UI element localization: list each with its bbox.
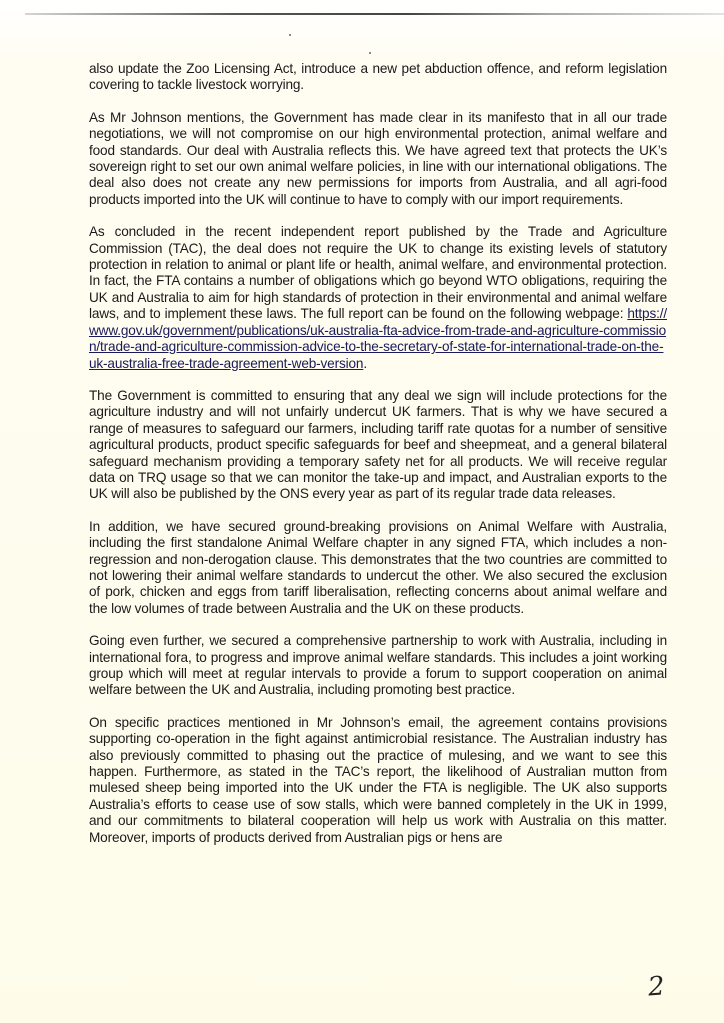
paragraph-specific-practices: On specific practices mentioned in Mr Johnson’s email, the agreement contains provisions supporting co-operation in the fight against antimicrobial resistance. The Australian industry has also previously committed to phasing out the practice of mulesing, and we want to see this happen. Furthermore, as stated in the TAC’s report, the likelihood of Australian mutton from mulesed sheep being imported into the UK under the FTA is negligible. The UK also supports Australia’s efforts to cease use of sow stalls, which were banned completely in the UK in 1999, and our commitments to bilateral cooperation will help us work with Australia on this matter. Moreover, imports of products derived from Australian pigs or hens are — [89, 714, 667, 845]
scan-speck — [289, 34, 291, 36]
handwritten-page-number: 2 — [646, 971, 666, 1003]
tac-report-link[interactable]: https://www.gov.uk/government/publications/uk-australia-fta-advice-from-trade-and-agriculture-commission/trade-and-agriculture-commission-advice-to-the-secretary-of-state-for-international-trade-on-the-uk-australia-free-trade-agreement-web-version — [89, 306, 667, 371]
tac-report-text: As concluded in the recent independent report published by the Trade and Agriculture Commission (TAC), the deal does not require the UK to change its existing levels of statutory protection in relation to animal or plant life or health, animal welfare, and environmental protection. In fact, the FTA contains a number of obligations which go beyond WTO obligations, requiring the UK and Australia to aim for high standards of protection in their environmental and animal welfare laws, and to implement these laws. The full report can be found on the following webpage: — [89, 224, 667, 322]
paragraph-animal-welfare-chapter: In addition, we have secured ground-breaking provisions on Animal Welfare with Australia, including the first standalone Animal Welfare chapter in any signed FTA, which includes a non-regression and non-derogation clause. This demonstrates that the two countries are committed to not lowering their animal welfare standards to undercut the other. We also secured the exclusion of pork, chicken and eggs from tariff liberalisation, reflecting concerns about animal welfare and the low volumes of trade between Australia and the UK on these products. — [89, 518, 667, 616]
paragraph-partnership: Going even further, we secured a comprehensive partnership to work with Australia, including in international fora, to progress and improve animal welfare standards. This includes a joint working group which will meet at regular intervals to provide a forum to support cooperation on animal welfare between the UK and Australia, including promoting best practice. — [89, 633, 667, 698]
letter-body — [89, 61, 667, 862]
paragraph-farmer-protections: The Government is committed to ensuring that any deal we sign will include protections for the agriculture industry and will not unfairly undercut UK farmers. That is why we have secured a range of measures to safeguard our farmers, including tariff rate quotas for a number of sensitive agricultural products, product specific safeguards for beef and sheepmeat, and a general bilateral safeguard mechanism providing a temporary safety net for all products. We will receive regular data on TRQ usage so that we can monitor the take-up and impact, and Australian exports to the UK will also be published by the ONS every year as part of its regular trade data releases. — [89, 387, 667, 502]
paragraph-tac-report — [89, 224, 667, 372]
paragraph-zoo-licensing: also update the Zoo Licensing Act, introduce a new pet abduction offence, and reform legislation covering to tackle livestock worrying. — [89, 61, 667, 93]
scan-edge-rule — [25, 13, 724, 15]
scan-speck — [369, 52, 371, 54]
paragraph-manifesto-standards: As Mr Johnson mentions, the Government has made clear in its manifesto that in all our trade negotiations, we will not compromise on our high environmental protection, animal welfare and food standards. Our deal with Australia reflects this. We have agreed text that protects the UK’s sovereign right to set our own animal welfare policies, in line with our international obligations. The deal also does not create any new permissions for imports from Australia, and all agri-food products imported into the UK will continue to have to comply with our import requirements. — [89, 109, 667, 207]
tac-report-period: . — [363, 355, 367, 371]
